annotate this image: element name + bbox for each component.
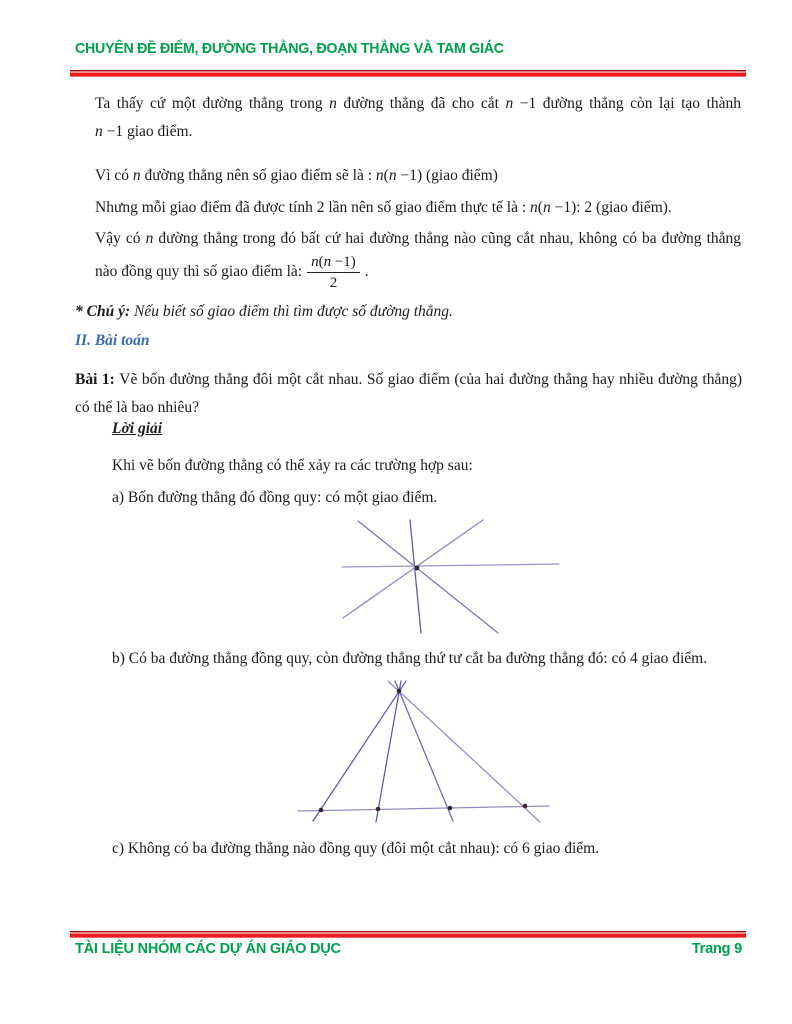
text-segment: −1): [331, 253, 356, 270]
text-segment: đường thẳng nên số giao điểm sẽ là :: [140, 167, 376, 184]
text-segment: n: [132, 167, 141, 184]
problem-1-statement: [75, 366, 742, 422]
text-segment: Nếu biết số giao điểm thì tìm được số đường thẳng.: [134, 303, 453, 320]
solution-intro: Khi vẽ bốn đường thẳng có thể xảy ra các trường hợp sau:: [112, 457, 473, 474]
solution-heading: Lời giải: [112, 420, 163, 437]
text-segment: (: [318, 253, 324, 270]
text-segment: n: [505, 95, 514, 112]
figure-line: [388, 681, 540, 822]
text-segment: Vẽ bốn đường thẳng đôi một cắt nhau. Số giao điểm (của hai đường thẳng hay nhiều đường thẳng) có thể là bao nhiêu?: [75, 371, 742, 416]
text-segment: đường thẳng trong đó bất cứ hai đường thẳng nào cũng cắt nhau, không có ba đường thẳng: [153, 230, 742, 247]
paragraph-conclusion-line2: [95, 250, 369, 294]
intersection-point: [523, 804, 528, 809]
text-segment: Ta thấy cứ một đường thẳng trong: [95, 95, 330, 112]
text-segment: (giao điểm).: [592, 199, 672, 216]
figure-line: [313, 681, 406, 821]
intersection-point: [415, 566, 420, 571]
text-segment: (: [383, 167, 389, 184]
section-heading: II. Bài toán: [75, 332, 150, 349]
text-segment: n: [530, 199, 538, 216]
figure-a-concurrent-lines: [336, 512, 566, 640]
text-segment: −1 giao điểm.: [102, 123, 193, 140]
text-segment: * Chú ý:: [75, 303, 134, 320]
figure-line: [358, 521, 498, 633]
text-segment: Bài 1:: [75, 371, 120, 388]
text-segment: −1 đường thẳng còn lại tạo thành: [513, 95, 741, 112]
formula-period: .: [364, 263, 369, 280]
page-header-title: CHUYÊN ĐỀ ĐIỂM, ĐƯỜNG THẲNG, ĐOẠN THẲNG VÀ TAM GIÁC: [75, 40, 504, 57]
note-paragraph: [75, 298, 453, 326]
figure-line: [342, 564, 559, 567]
paragraph-line: [95, 225, 741, 253]
footer-page-number: Trang 9: [691, 941, 742, 957]
text-segment: n: [542, 199, 551, 216]
text-segment: đường thẳng đã cho cắt: [336, 95, 506, 112]
paragraph-line: [95, 90, 741, 118]
header-rule: [70, 70, 746, 77]
intersection-point: [397, 689, 402, 694]
figure-line: [298, 806, 549, 811]
figure-line: [395, 681, 453, 821]
text-segment: n: [388, 167, 397, 184]
paragraph-line: [95, 123, 192, 140]
figure-b-three-concurrent-plus-transversal: [290, 672, 556, 830]
text-segment: (: [537, 199, 543, 216]
paragraph-conclusion-line1: [95, 225, 741, 253]
case-a-text: a) Bốn đường thẳng đó đồng quy: có một giao điểm.: [112, 489, 438, 506]
text-segment: n: [311, 253, 319, 270]
footer-left-text: TÀI LIỆU NHÓM CÁC DỰ ÁN GIÁO DỤC: [75, 941, 341, 957]
figure-line: [376, 681, 401, 822]
formula-lead-text: [95, 263, 302, 281]
fraction-denominator: 2: [329, 274, 338, 291]
figure-line: [410, 520, 421, 633]
fraction-numerator: [307, 253, 360, 273]
intersection-point: [448, 806, 453, 811]
text-segment: n: [375, 167, 384, 184]
footer-rule: [70, 931, 746, 938]
figure-line: [343, 520, 483, 618]
paragraph-count-formula: [95, 162, 498, 190]
text-segment: Vậy có: [95, 230, 146, 247]
text-segment: n: [329, 95, 337, 112]
text-segment: −1): [396, 167, 423, 184]
text-segment: (giao điểm): [422, 167, 498, 184]
text-segment: n: [145, 230, 154, 247]
text-segment: nào đồng quy thì số giao điểm là:: [95, 263, 303, 280]
case-b-text: b) Có ba đường thẳng đồng quy, còn đường thẳng thứ tư cắt ba đường thẳng đó: có 4 giao điểm.: [112, 650, 708, 667]
paragraph-intersections-intro: [95, 90, 741, 146]
text-segment: Nhưng mỗi giao điểm đã được tính 2 lần nên số giao điểm thực tế là :: [95, 199, 531, 216]
paragraph-double-count: [95, 194, 672, 222]
intersection-point: [376, 807, 381, 812]
case-c-text: c) Không có ba đường thẳng nào đồng quy (đôi một cắt nhau): có 6 giao điểm.: [112, 840, 600, 857]
text-segment: −1): 2: [550, 199, 593, 216]
text-segment: n: [95, 123, 103, 140]
fraction: [307, 253, 360, 292]
intersection-point: [319, 808, 324, 813]
text-segment: Vì có: [95, 167, 133, 184]
text-segment: n: [323, 253, 332, 270]
